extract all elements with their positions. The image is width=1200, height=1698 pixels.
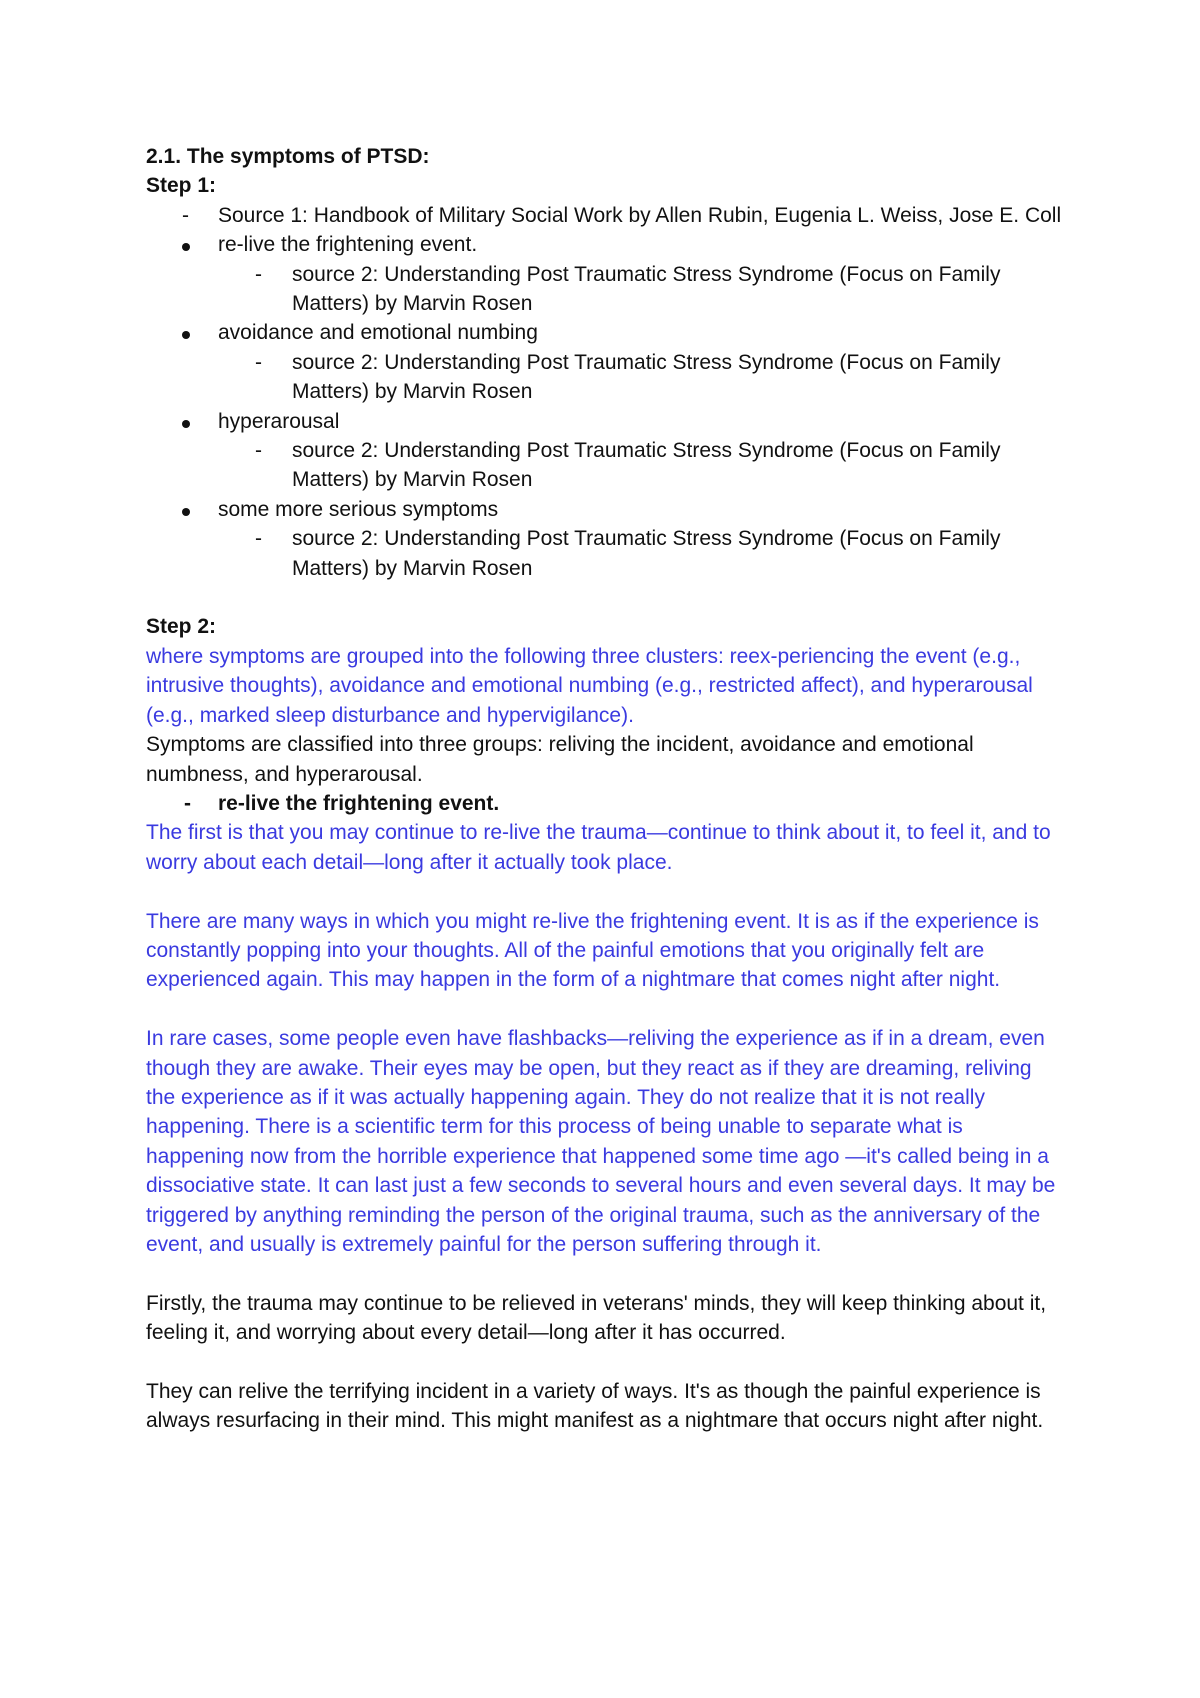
step-1-label: Step 1: (146, 174, 217, 198)
bullet-text: avoidance and emotional numbing (218, 321, 538, 345)
sub-source-item (146, 348, 1066, 407)
spacer (146, 995, 1066, 1024)
spacer (146, 1348, 1066, 1377)
sub-source-item (146, 436, 1066, 495)
sub-source-item (146, 524, 1066, 583)
subheading-text: re-live the frightening event. (218, 791, 500, 815)
source-1-text: Source 1: Handbook of Military Social Work by Allen Rubin, Eugenia L. Weiss, Jose E. Coll (218, 203, 1062, 227)
bullet-dot-icon (182, 230, 190, 259)
document-page (146, 142, 1066, 1436)
bullet-dot-icon (182, 407, 190, 436)
sub-source-text: source 2: Understanding Post Traumatic Stress Syndrome (Focus on Family Matters) by Marvin Rosen (292, 439, 1001, 492)
bullet-text: re-live the frightening event. (218, 233, 478, 257)
sub-source-text: source 2: Understanding Post Traumatic Stress Syndrome (Focus on Family Matters) by Marvin Rosen (292, 527, 1001, 580)
bullet-dot-icon (182, 318, 190, 347)
bullet-text: some more serious symptoms (218, 497, 499, 521)
quote-paragraph: where symptoms are grouped into the following three clusters: reex-periencing the event (e.g., intrusive thoughts), avoidance and emotional numbing (e.g., restricted affect), and hyperarousal (e.g., marked sleep disturbance and hypervigilance). (146, 644, 1033, 727)
dash-marker: - (255, 262, 262, 286)
bullet-item-avoidance (146, 318, 1066, 347)
quote-paragraph: There are many ways in which you might re-live the frightening event. It is as if the experience is constantly popping into your thoughts. All of the painful emotions that you originally felt are experienced again. This may happen in the form of a nightmare that comes night after night. (146, 909, 1039, 992)
bullet-item-relive (146, 230, 1066, 259)
paraphrase-paragraph: They can relive the terrifying incident in a variety of ways. It's as though the painful experience is always resurfacing in their mind. This might manifest as a nightmare that occurs night after night. (146, 1379, 1044, 1433)
bullet-dot-icon (182, 495, 190, 524)
dash-marker: - (182, 203, 189, 227)
dash-marker: - (184, 791, 191, 815)
quote-paragraph: In rare cases, some people even have flashbacks—reliving the experience as if in a dream, even though they are awake. Their eyes may be open, but they react as if they are dreaming, reliving the experience as if it was actually happening again. They do not realize that it is not really happening. There is a scientific term for this process of being unable to separate what is happening now from the horrible experience that happened some time ago —it's called being in a dissociative state. It can last just a few seconds to several hours and even several days. It may be triggered by anything reminding the person of the original trauma, such as the anniversary of the event, and usually is extremely painful for the person suffering through it. (146, 1027, 1056, 1256)
bullet-item-serious-symptoms (146, 495, 1066, 524)
quote-paragraph: The first is that you may continue to re-live the trauma—continue to think about it, to feel it, and to worry about each detail—long after it actually took place. (146, 821, 1051, 874)
dash-marker: - (255, 350, 262, 374)
sub-source-item (146, 260, 1066, 319)
dash-marker: - (255, 527, 262, 551)
step-2-label: Step 2: (146, 615, 217, 639)
section-heading: 2.1. The symptoms of PTSD: (146, 145, 430, 168)
subheading-item (146, 789, 1066, 818)
sub-source-text: source 2: Understanding Post Traumatic Stress Syndrome (Focus on Family Matters) by Marvin Rosen (292, 350, 1001, 404)
bullet-text: hyperarousal (218, 409, 340, 433)
bullet-item-hyperarousal (146, 407, 1066, 436)
paraphrase-paragraph: Symptoms are classified into three groups: reliving the incident, avoidance and emotional numbness, and hyperarousal. (146, 733, 974, 786)
spacer (146, 1259, 1066, 1288)
paraphrase-paragraph: Firstly, the trauma may continue to be relieved in veterans' minds, they will keep thinking about it, feeling it, and worrying about every detail—long after it has occurred. (146, 1291, 1047, 1345)
sub-source-text: source 2: Understanding Post Traumatic Stress Syndrome (Focus on Family Matters) by Marvin Rosen (292, 262, 1001, 316)
dash-marker: - (255, 439, 262, 463)
source-1-list-item (146, 201, 1066, 230)
spacer (146, 583, 1066, 612)
spacer (146, 877, 1066, 906)
